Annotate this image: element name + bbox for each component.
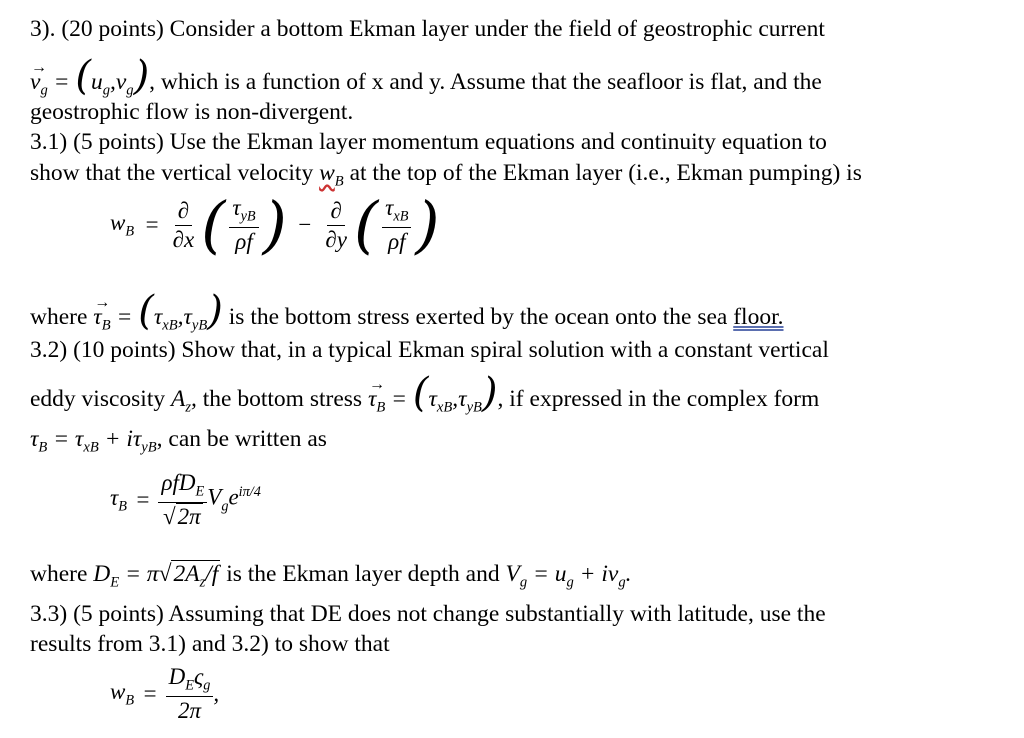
part-3-1-line2: show that the vertical velocity $w_B$ at the top of the Ekman layer (i.e., Ekman pumping) is [30, 160, 862, 190]
vorticity-pumping-equation: $w_B$ = $\frac{D_E\varsigma_g}{2\pi}$ , [110, 664, 220, 723]
part-3-2-line3: $\tau_B = \tau_{xB} + i\tau_{yB}$, can be written as [30, 426, 327, 456]
part-3-1-where: where → $\tau_B = (\tau_{xB},\tau_{yB})$ is the bottom stress exerted by the ocean onto the sea floor. [30, 291, 784, 340]
part-3-2-where: where $D_E = \pi√2A_z/f$ is the Ekman layer depth and $V_g = u_g + iv_g$. [30, 561, 632, 591]
tau-b-vector-2: → $\tau_B = (\tau_{xB},\tau_{yB})$ [368, 386, 498, 412]
part-3-2-line2: eddy viscosity $A_z$, the bottom stress → $\tau_B = (\tau_{xB},\tau_{yB})$, if expressed in the complex form [30, 373, 819, 422]
part-3-2-title: 3.2) (10 points) Show that, in a typical Ekman spiral solution with a constant vertical [30, 337, 829, 363]
de-definition: $D_E = \pi√2A_z/f$ [93, 561, 219, 591]
nondivergent-line: geostrophic flow is non-divergent. [30, 99, 354, 125]
part-3-3-title: 3.3) (5 points) Assuming that DE does not change substantially with latitude, use the [30, 601, 826, 627]
wb-symbol: $w_B$ [319, 160, 344, 190]
az-symbol: $A_z$, [171, 386, 197, 416]
vg-complex: $V_g = u_g + iv_g$. [505, 561, 632, 591]
part-3-3-line2: results from 3.1) and 3.2) to show that [30, 631, 390, 657]
ekman-pumping-equation: $w_B$ = $\frac{\partial}{\partial x}$ ( $\frac{\tau_{yB}}{\rho f}$ ) − $\frac{\partial}{\partial y}$ ( $\frac{\tau_{xB}}{\rho f}$ ) [110, 188, 440, 261]
problem-header: 3). (20 points) Consider a bottom Ekman layer under the field of geostrophic current [30, 16, 825, 42]
tau-b-vector: → $\tau_B = (\tau_{xB},\tau_{yB})$ [93, 304, 223, 330]
vg-equation: → $v_g = (u_g,v_g)$ [30, 69, 149, 95]
complex-stress: $\tau_B = \tau_{xB} + i\tau_{yB}$ [30, 426, 157, 456]
part-3-1-title: 3.1) (5 points) Use the Ekman layer momentum equations and continuity equation to [30, 129, 827, 155]
geostrophic-current-line: → $v_g = (u_g,v_g)$, which is a function of x and y. Assume that the seafloor is flat, and the [30, 56, 822, 105]
bottom-stress-equation: $\tau_B$ = $\frac{\rho fD_E}{√2\pi}$ $V_ge^{i\pi/4}$ [110, 470, 261, 529]
